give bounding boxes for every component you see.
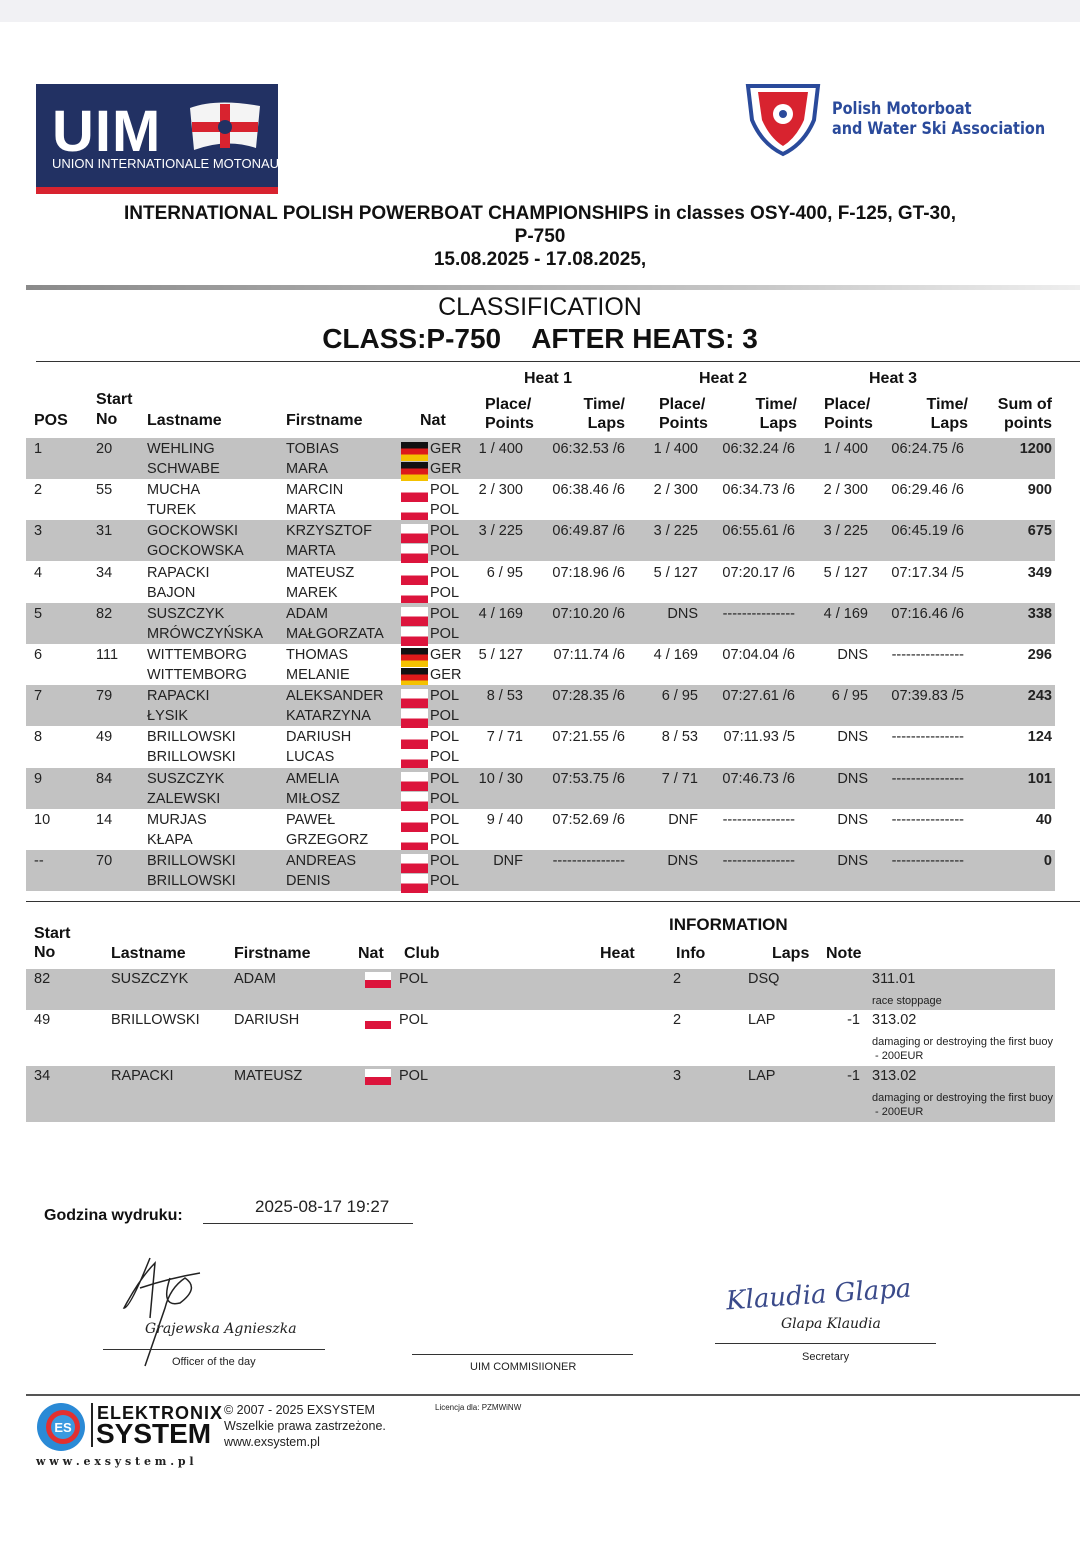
note: race stoppage (872, 995, 942, 1007)
heat-time-laps: 06:45.19 /6 (891, 523, 964, 540)
poland-flag-icon (401, 833, 428, 852)
poland-flag-icon (401, 627, 428, 646)
heat-place-points: DNS (667, 605, 698, 622)
info-header-lastname: Lastname (111, 945, 186, 962)
nationality: POL (430, 482, 460, 499)
firstname: MAREK (286, 584, 338, 601)
heat-time-laps: 07:28.35 /6 (552, 688, 625, 705)
nationality: POL (430, 625, 460, 642)
print-time-value: 2025-08-17 19:27 (255, 1197, 390, 1216)
lastname: SCHWABE (147, 461, 220, 477)
info-header-no: No (34, 944, 56, 961)
heat-place-points: DNS (667, 853, 698, 869)
classification-heading: CLASSIFICATION (438, 293, 642, 321)
heat-place-points: 7 / 71 (486, 729, 523, 746)
secretary-name: Glapa Klaudia (781, 1316, 881, 1332)
start-number: 20 (96, 441, 113, 457)
nationality: POL (430, 790, 460, 807)
firstname: MATEUSZ (286, 564, 355, 581)
position: 5 (34, 605, 43, 622)
nationality: POL (430, 605, 460, 622)
heat-time-laps: 07:46.73 /6 (722, 770, 795, 787)
heat-place-points: 9 / 40 (486, 811, 523, 828)
note: damaging or destroying the first buoy (872, 1092, 1053, 1104)
heat-time-laps: --------------- (891, 770, 964, 787)
firstname: PAWEŁ (286, 811, 336, 828)
header-place-2: Place/ (659, 396, 706, 413)
heat-place-points: DNF (493, 853, 523, 869)
header-time-2: Time/ (755, 396, 797, 413)
nationality: POL (430, 688, 460, 705)
nationality: GER (430, 461, 462, 477)
sum-of-points: 675 (1027, 523, 1052, 540)
heat: 2 (673, 1012, 682, 1028)
header-divider (26, 285, 1080, 290)
secretary-sign-line (715, 1343, 936, 1344)
heat-place-points: 6 / 95 (486, 564, 523, 581)
firstname: MARTA (286, 502, 336, 519)
poland-flag-icon (365, 972, 391, 988)
lastname: BRILLOWSKI (111, 1012, 200, 1028)
nationality: POL (430, 584, 460, 601)
lastname: ŁYSIK (147, 708, 189, 725)
commissioner-role: UIM COMMISIIONER (470, 1361, 577, 1373)
firstname: MELANIE (286, 667, 350, 683)
header-heat3: Heat 3 (869, 370, 918, 387)
heat-place-points: 5 / 127 (653, 564, 698, 581)
sum-of-points: 40 (1035, 811, 1052, 828)
nationality: POL (430, 853, 460, 869)
club: POL (399, 1012, 429, 1028)
firstname: MAŁGORZATA (286, 625, 384, 642)
header-place-3: Place/ (824, 396, 871, 413)
heat-place-points: 4 / 169 (823, 605, 868, 622)
lastname: BRILLOWSKI (147, 749, 236, 766)
header-laps-1: Laps (587, 415, 625, 432)
sum-of-points: 0 (1043, 853, 1052, 869)
start-number: 34 (34, 1068, 51, 1084)
heat-time-laps: --------------- (891, 647, 964, 663)
start-number: 49 (96, 729, 113, 746)
firstname: GRZEGORZ (286, 831, 369, 848)
heat-time-laps: 06:32.53 /6 (552, 441, 625, 457)
info-row (26, 969, 1055, 1010)
lastname: RAPACKI (111, 1068, 174, 1084)
firstname: DENIS (286, 873, 331, 889)
info: LAP (748, 1068, 776, 1084)
signature-officer-icon (110, 1248, 240, 1368)
table-row (26, 520, 1055, 561)
poland-flag-icon (401, 874, 428, 893)
information-title: INFORMATION (669, 915, 788, 934)
table-row (26, 603, 1055, 644)
lastname: RAPACKI (147, 564, 210, 581)
lastname: MUCHA (147, 482, 201, 499)
lastname: BAJON (147, 584, 196, 601)
heat-place-points: 5 / 127 (478, 647, 523, 663)
event-dates: 15.08.2025 - 17.08.2025, (433, 249, 647, 270)
info-header-firstname: Firstname (234, 945, 311, 962)
position: 6 (34, 647, 43, 663)
heat-place-points: 6 / 95 (831, 688, 868, 705)
heat-place-points: 5 / 127 (823, 564, 868, 581)
heat-time-laps: 07:11.74 /6 (553, 647, 625, 663)
firstname: TOBIAS (286, 441, 339, 457)
lastname: WEHLING (147, 441, 215, 457)
heat-time-laps: 07:27.61 /6 (722, 688, 795, 705)
heat-time-laps: --------------- (552, 853, 625, 869)
heat-time-laps: --------------- (891, 853, 964, 869)
nationality: POL (430, 749, 460, 766)
lastname: RAPACKI (147, 688, 210, 705)
header-sum: Sum of (997, 396, 1052, 413)
heat-time-laps: 07:11.93 /5 (723, 729, 795, 746)
uim-logo-subtitle: UNION INTERNATIONALE MOTONAUTIQUE (52, 156, 319, 171)
lastname: SUSZCZYK (111, 971, 189, 987)
heat-time-laps: --------------- (891, 729, 964, 746)
secretary-signature: Klaudia Glapa (725, 1273, 913, 1317)
print-time-underline (203, 1223, 413, 1224)
sum-of-points: 338 (1027, 605, 1052, 622)
heat-time-laps: 06:38.46 /6 (552, 482, 625, 499)
start-number: 34 (96, 564, 113, 581)
lastname: BRILLOWSKI (147, 873, 236, 889)
start-number: 82 (96, 605, 113, 622)
position: 3 (34, 523, 43, 540)
top-strip (0, 0, 1080, 22)
position: -- (34, 853, 44, 869)
uim-logo (36, 84, 319, 194)
info-row (26, 1066, 1055, 1122)
heat-place-points: 8 / 53 (486, 688, 523, 705)
nationality: GER (430, 441, 462, 457)
firstname: MARA (286, 461, 328, 477)
header-place-1: Place/ (485, 396, 532, 413)
firstname: THOMAS (286, 647, 349, 663)
firstname: KATARZYNA (286, 708, 371, 725)
sum-of-points: 349 (1027, 564, 1052, 581)
lastname: SUSZCZYK (147, 605, 225, 622)
event-title-cont: P-750 (514, 226, 566, 247)
lastname: TUREK (147, 502, 197, 519)
header-firstname: Firstname (286, 412, 363, 429)
heat-place-points: DNS (837, 853, 868, 869)
heat-time-laps: 07:39.83 /5 (891, 688, 964, 705)
pzm-logo-text: Polish Motorboat and Water Ski Association (832, 99, 1046, 139)
heat-place-points: 6 / 95 (661, 688, 698, 705)
info-header-club: Club (404, 945, 440, 962)
heat-place-points: 3 / 225 (478, 523, 523, 540)
secretary-role: Secretary (802, 1351, 850, 1363)
sum-of-points: 296 (1027, 647, 1052, 663)
firstname: MATEUSZ (234, 1068, 303, 1084)
lastname: BRILLOWSKI (147, 729, 236, 746)
heat-time-laps: 06:32.24 /6 (722, 441, 795, 457)
heat-place-points: 10 / 30 (478, 770, 523, 787)
heat-time-laps: 07:53.75 /6 (552, 770, 625, 787)
lastname: MURJAS (147, 811, 207, 828)
heat-place-points: 7 / 71 (661, 770, 698, 787)
table-row (26, 644, 1055, 685)
info-header-heat: Heat (600, 945, 635, 962)
position: 4 (34, 564, 43, 581)
info: DSQ (748, 971, 780, 987)
sum-of-points: 243 (1027, 688, 1052, 705)
table-row (26, 809, 1055, 850)
poland-flag-icon (401, 503, 428, 522)
position: 2 (34, 482, 43, 499)
footer-brand-2: SYSTEM (96, 1418, 212, 1449)
heat-time-laps: 06:49.87 /6 (552, 523, 625, 540)
info: LAP (748, 1012, 776, 1028)
start-number: 14 (96, 811, 113, 828)
header-points-3: Points (824, 415, 873, 432)
header-laps-3: Laps (930, 415, 968, 432)
class-heading: CLASS:P-750 AFTER HEATS: 3 (322, 323, 758, 354)
footer-brand-1: ELEKTRONIX (97, 1403, 224, 1423)
germany-flag-icon (401, 462, 428, 481)
firstname: ADAM (286, 605, 328, 622)
nationality: GER (430, 647, 462, 663)
sum-of-points: 124 (1027, 729, 1052, 746)
firstname: DARIUSH (286, 729, 352, 746)
header-nat: Nat (420, 412, 446, 429)
heat-place-points: 1 / 400 (478, 441, 523, 457)
officer-role: Officer of the day (172, 1356, 256, 1368)
firstname: LUCAS (286, 749, 335, 766)
heat-place-points: 1 / 400 (653, 441, 698, 457)
footer-site-spaced: w w w . e x s y s t e m . p l (36, 1455, 194, 1468)
heat-time-laps: 06:55.61 /6 (722, 523, 795, 540)
nationality: POL (430, 831, 460, 848)
heat-place-points: DNS (837, 729, 868, 746)
lastname: WITTEMBORG (147, 647, 247, 663)
heat-time-laps: 07:10.20 /6 (552, 605, 625, 622)
heat-place-points: 1 / 400 (823, 441, 868, 457)
header-heat1: Heat 1 (524, 370, 573, 387)
heat-place-points: 2 / 300 (478, 482, 523, 499)
position: 1 (34, 441, 43, 457)
heat-place-points: DNF (668, 811, 698, 828)
header-no: No (96, 411, 118, 428)
uim-flag-icon (186, 98, 264, 156)
header-pos: POS (34, 412, 68, 429)
nationality: GER (430, 667, 462, 683)
info-header-note: Note (826, 945, 862, 962)
heat-place-points: DNS (837, 647, 868, 663)
heat-place-points: 3 / 225 (653, 523, 698, 540)
heat-time-laps: 07:20.17 /6 (722, 564, 795, 581)
start-number: 70 (96, 853, 113, 869)
heat-time-laps: 06:24.75 /6 (891, 441, 964, 457)
nationality: POL (430, 729, 460, 746)
info-row (26, 1010, 1055, 1066)
lastname: KŁAPA (147, 831, 193, 848)
start-number: 84 (96, 770, 113, 787)
lastname: WITTEMBORG (147, 667, 247, 683)
heat-time-laps: --------------- (722, 853, 795, 869)
heat-time-laps: --------------- (722, 605, 795, 622)
footer-copyright: © 2007 - 2025 EXSYSTEM Wszelkie prawa zastrzeżone. www.exsystem.pl (224, 1403, 386, 1449)
nationality: POL (430, 708, 460, 725)
poland-flag-icon (401, 792, 428, 811)
lastname: GOCKOWSKA (147, 543, 244, 560)
firstname: ADAM (234, 971, 276, 987)
poland-flag-icon (401, 709, 428, 728)
note-fine: - 200EUR (872, 1050, 924, 1062)
table-row (26, 850, 1055, 891)
nationality: POL (430, 543, 460, 560)
position: 9 (34, 770, 43, 787)
info-header-info: Info (676, 945, 706, 962)
nationality: POL (430, 873, 460, 889)
table-top-rule (36, 361, 1080, 362)
uim-logo-text: UIM (52, 99, 162, 164)
germany-flag-icon (401, 668, 428, 687)
note-fine: - 200EUR (872, 1106, 924, 1118)
rule-code: 313.02 (872, 1068, 917, 1084)
officer-sign-line (103, 1349, 325, 1350)
info-header-start: Start (34, 925, 71, 942)
heat-time-laps: --------------- (891, 811, 964, 828)
header-time-1: Time/ (583, 396, 625, 413)
info-header-nat: Nat (358, 945, 384, 962)
header-time-3: Time/ (926, 396, 968, 413)
heat-place-points: 8 / 53 (661, 729, 698, 746)
heat-time-laps: 07:04.04 /6 (722, 647, 795, 663)
header-points-1: Points (485, 415, 534, 432)
start-number: 82 (34, 971, 51, 987)
heat-time-laps: 07:17.34 /5 (891, 564, 964, 581)
poland-flag-icon (401, 750, 428, 769)
header-start: Start (96, 391, 133, 408)
rule-code: 311.01 (872, 971, 916, 987)
sum-of-points: 101 (1027, 770, 1052, 787)
nationality: POL (430, 811, 460, 828)
poland-flag-icon (365, 1069, 391, 1085)
heat: 3 (673, 1068, 682, 1084)
firstname: MARCIN (286, 482, 344, 499)
svg-text:ES: ES (54, 1420, 72, 1435)
start-number: 111 (96, 647, 119, 663)
nationality: POL (430, 523, 460, 540)
heat-time-laps: 06:34.73 /6 (722, 482, 795, 499)
table-row (26, 438, 1055, 479)
heat-time-laps: 07:52.69 /6 (552, 811, 625, 828)
heat-time-laps: 07:16.46 /6 (891, 605, 964, 622)
heat-place-points: 2 / 300 (653, 482, 698, 499)
poland-flag-icon (401, 544, 428, 563)
poland-flag-icon (401, 586, 428, 605)
event-title: INTERNATIONAL POLISH POWERBOAT CHAMPIONSHIPS in classes OSY-400, F-125, GT-30, (124, 203, 956, 224)
lastname: BRILLOWSKI (147, 853, 236, 869)
firstname: KRZYSZTOF (286, 523, 372, 540)
nationality: POL (430, 564, 460, 581)
position: 8 (34, 729, 43, 746)
club: POL (399, 1068, 429, 1084)
header-lastname: Lastname (147, 412, 222, 429)
lastname: MRÓWCZYŃSKA (147, 625, 263, 642)
info-header-laps: Laps (772, 945, 810, 962)
heat-place-points: DNS (837, 770, 868, 787)
table-row (26, 768, 1055, 809)
header-laps-2: Laps (759, 415, 797, 432)
start-number: 55 (96, 482, 113, 499)
rule-code: 313.02 (872, 1012, 917, 1028)
start-number: 79 (96, 688, 113, 705)
heat-place-points: 4 / 169 (478, 605, 523, 622)
firstname: AMELIA (286, 770, 340, 787)
heat-place-points: 3 / 225 (823, 523, 868, 540)
position: 7 (34, 688, 43, 705)
heat-time-laps: 06:29.46 /6 (891, 482, 964, 499)
sum-of-points: 900 (1027, 482, 1052, 499)
heat: 2 (673, 971, 682, 987)
position: 10 (34, 811, 51, 828)
laps: -1 (847, 1012, 860, 1028)
firstname: MARTA (286, 543, 336, 560)
heat-place-points: DNS (837, 811, 868, 828)
firstname: ANDREAS (286, 853, 357, 869)
table-row (26, 685, 1055, 726)
commissioner-sign-line (412, 1354, 633, 1355)
lastname: SUSZCZYK (147, 770, 225, 787)
firstname: MIŁOSZ (286, 790, 340, 807)
pzm-shield-icon (744, 80, 822, 158)
table-row (26, 726, 1055, 767)
note: damaging or destroying the first buoy (872, 1036, 1053, 1048)
table-row (26, 562, 1055, 603)
officer-name: Grajewska Agnieszka (145, 1321, 297, 1337)
heat-time-laps: 07:18.96 /6 (552, 564, 625, 581)
table-row (26, 479, 1055, 520)
laps: -1 (847, 1068, 860, 1084)
footer-url[interactable]: www.exsystem.pl (224, 1435, 320, 1449)
lastname: GOCKOWSKI (147, 523, 239, 540)
header-sum-2: points (1004, 415, 1052, 432)
firstname: ALEKSANDER (286, 688, 384, 705)
nationality: POL (430, 502, 460, 519)
start-number: 31 (96, 523, 113, 540)
heat-place-points: 4 / 169 (653, 647, 698, 663)
start-number: 49 (34, 1012, 51, 1028)
table-bottom-rule (26, 901, 1080, 902)
firstname: DARIUSH (234, 1012, 300, 1028)
heat-time-laps: 07:21.55 /6 (552, 729, 625, 746)
lastname: ZALEWSKI (147, 790, 221, 807)
exsystem-logo-icon (35, 1402, 87, 1452)
nationality: POL (430, 770, 460, 787)
print-time-label: Godzina wydruku: (44, 1207, 183, 1224)
heat-time-laps: --------------- (722, 811, 795, 828)
header-heat2: Heat 2 (699, 370, 748, 387)
header-points-2: Points (659, 415, 708, 432)
club: POL (399, 971, 429, 987)
heat-place-points: 2 / 300 (823, 482, 868, 499)
footer-rule (26, 1394, 1080, 1396)
sum-of-points: 1200 (1019, 441, 1052, 457)
poland-flag-icon (365, 1013, 391, 1029)
footer-license: Licencja dla: PZMWiNW (435, 1403, 522, 1412)
